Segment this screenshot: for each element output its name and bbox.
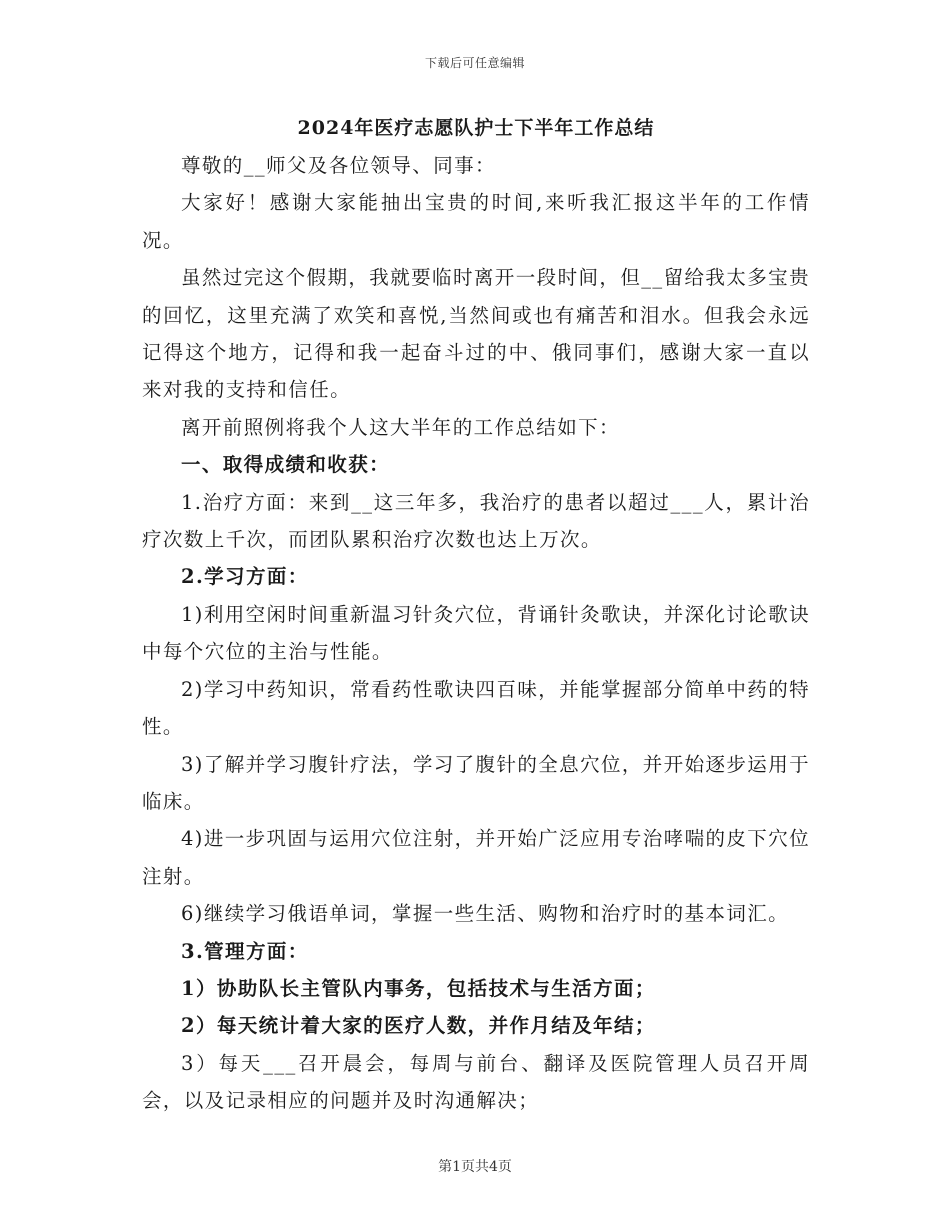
- list-item-management-3: 3）每天___召开晨会，每周与前台、翻译及医院管理人员召开周会，以及记录相应的问题并及时沟通解决；: [142, 1051, 810, 1113]
- salutation: 尊敬的__师父及各位领导、同事：: [181, 154, 496, 177]
- page-footer: 第1页共4页: [438, 1159, 512, 1175]
- header-note: 下载后可任意编辑: [424, 56, 525, 70]
- paragraph-greeting: 大家好！感谢大家能抽出宝贵的时间,来听我汇报这半年的工作情况。: [142, 191, 810, 252]
- list-item-management-2: 2）每天统计着大家的医疗人数，并作月结及年结；: [181, 1014, 656, 1038]
- list-item-study-6: 6)继续学习俄语单词，掌握一些生活、购物和治疗时的基本词汇。: [181, 902, 790, 926]
- paragraph-intro-summary: 离开前照例将我个人这大半年的工作总结如下：: [181, 415, 620, 439]
- paragraph-memories: 虽然过完这个假期，我就要临时离开一段时间，但__留给我太多宝贵的回忆，这里充满了欢笑和喜悦,当然间或也有痛苦和泪水。但我会永远记得这个地方，记得和我一起奋斗过的中、俄同事们，感谢大家一直以来对我的支持和信任。: [142, 266, 810, 402]
- list-item-management-1: 1）协助队长主管队内事务，包括技术与生活方面；: [181, 976, 656, 1000]
- list-item-study-1: 1)利用空闲时间重新温习针灸穴位，背诵针灸歌诀，并深化讨论歌诀中每个穴位的主治与性能。: [142, 602, 810, 664]
- section-heading-achievements: 一、取得成绩和收获：: [181, 453, 391, 477]
- paragraph-treatment: 1.治疗方面：来到__这三年多，我治疗的患者以超过___人，累计治疗次数上千次，而团队累积治疗次数也达上万次。: [142, 490, 810, 552]
- list-item-study-4: 4)进一步巩固与运用穴位注射，并开始广泛应用专治哮喘的皮下穴位注射。: [142, 827, 810, 888]
- document-body: [142, 110, 810, 1120]
- document-title: 2024年医疗志愿队护士下半年工作总结: [297, 117, 655, 139]
- list-item-study-2: 2)学习中药知识，常看药性歌诀四百味，并能掌握部分简单中药的特性。: [142, 677, 810, 739]
- list-item-study-3: 3)了解并学习腹针疗法，学习了腹针的全息穴位，并开始逐步运用于临床。: [142, 752, 810, 813]
- section-heading-management: 3.管理方面：: [181, 939, 309, 963]
- section-heading-study: 2.学习方面：: [181, 565, 309, 589]
